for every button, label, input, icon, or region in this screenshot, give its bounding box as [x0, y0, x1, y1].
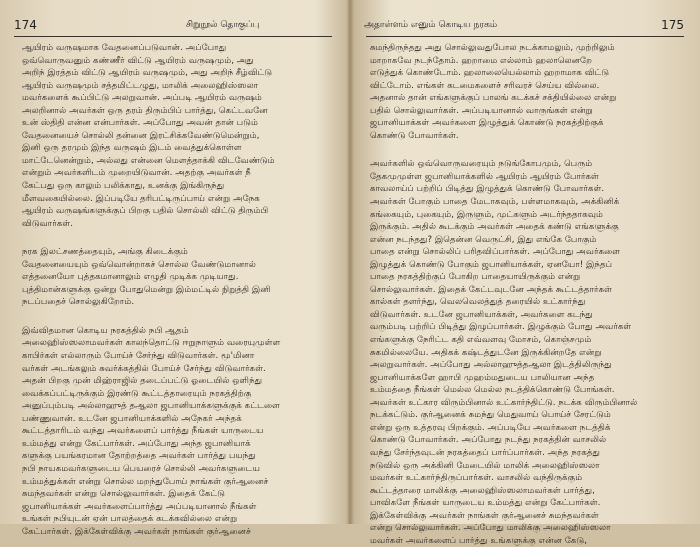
paragraph	[22, 42, 334, 230]
text-line: வேதனையைச் சொல்லி தன்னை இரட்சிக்கவேண்டுமென்றும்,	[22, 130, 260, 141]
text-line: இருக்கும். அதில் கூடக்கும் அவர்கள் அதைக் கண்டு எங்களுக்கு	[370, 222, 619, 233]
text-line: எத்தனையோ புத்தகமானாலும் எழுதி முடிக்க முடியாது.	[22, 272, 239, 283]
paragraph-gap	[22, 309, 334, 325]
text-line: கொண்டு போவார்கள். அப்போது நடந்து நரகத்தின் வாசலில்	[370, 435, 607, 446]
text-line: கேட்பார்கள். இக்கேள்விக்கு அவர்கள் நாங்கள் குர்ஆனைச்	[22, 526, 251, 537]
text-line: மாறாகவே நடந்தோம். ஹறாமை எல்லாம் ஹலாலெனறே	[370, 55, 593, 66]
text-line: உம்மத்து என்று கேட்பார்கள். அப்போது அந்த ஜபானியாக்	[22, 438, 251, 449]
text-line: அறிந் இரத்தம் விட்டு ஆயிரம் வருஷமும், அது அறிந் சீழ்விட்டு	[22, 68, 273, 79]
text-line: பண்ணுவான். உடனே ஜபானியாக்களில் அநேகர் அந்தக்	[22, 413, 242, 424]
text-line: தேகமுமுள்ள ஜபானியாக்களில் ஆயிரம் ஆயிரம் போர்கள்	[370, 171, 599, 182]
text-line: ஆயிரம் வருஷமாக வேதனைப்படுவான். அப்போது	[22, 43, 227, 53]
text-line: உன் ஸ்திதி என்ன என்பார்கள். அப்போது அவன் தான் படும்	[22, 118, 258, 129]
text-line: சுகமில்லையே. அதிகக் கஷ்டத்துடனே இருக்கின்றதே என்று	[370, 347, 602, 358]
text-line: அலறினால் அவர்கள் ஒரு தரம் திரும்பிப் பார்த்து, கெட்டவனே	[22, 105, 268, 116]
left-page-header	[14, 18, 334, 36]
text-line: ஆயிரம் வருஷங்களுக்குப் பிறகு பதில் சொல்லி விட்டு திரும்பி	[22, 206, 269, 217]
text-line: வேதனையையும் ஒவ்வொன்றாகச் சொல்ல வேண்டுமானால்	[22, 259, 256, 270]
text-line: விடுவார்கள்.	[22, 218, 73, 229]
text-line: நடப்பதைச் சொல்லுகிறோம்.	[22, 297, 135, 308]
text-line: அவர்கள் உட்கார விரும்பினால் உட்கார்ந்திட்டு. நடக்க விரும்பினால்	[370, 397, 638, 408]
text-line: அவர்களில் ஒவ்வொருவரையும் நடுங்கோபமும், பெரும்	[370, 159, 593, 170]
text-line: நரக இலட்சணத்தையும், அங்கு கிடைக்கும்	[22, 247, 188, 258]
text-line: இக்கேள்விக்கு அவர்கள் நாங்கள் குர்ஆனைச் சுமந்தவர்கள்	[370, 510, 599, 521]
text-line: மீளவகையில்லை. இப்படியே தரிபட்டிருப்பாய் என்று அநேக	[22, 193, 260, 204]
text-line: கொண்டு போவார்கள்.	[370, 130, 459, 141]
text-line: சுமந்தவர்கள் என்று சொல்லுவார்கள். இதைக் கேட்டு	[22, 489, 226, 500]
text-line: விடுவார்கள். உடனே ஜபானியாக்கள், அவர்களை கடந்து	[370, 309, 593, 320]
text-line: அனுப்பும்படி அல்லாஹுத் தஆலா ஜபானியாக்களுக்குக் கட்டளை	[22, 401, 280, 412]
text-line: ஜபானியாக்கள் அவர்களை இழுத்துக் கொண்டு நரகத்திற்குக்	[370, 118, 604, 129]
text-line: புத்திமான்களுக்கு ஒன்று போதுமென்று இம்மட்டில் நிறுத்தி இனி	[22, 284, 271, 295]
text-line: சுமந்திருந்தது அது சொல்லுவதுபோல நடக்காமலும், முற்றிலும்	[370, 43, 615, 53]
text-line: கூட்டத்தாரிடம் வந்து அவர்களைப் பார்த்து நீங்கள் யாருடைய	[22, 426, 264, 437]
text-line: சொல்லுவார்கள். இதைக் கேட்டவுடனே அந்தக் கூட்டத்தார்கள்	[370, 284, 612, 295]
right-header-rule	[366, 36, 684, 37]
text-line: ஆயிரம் வருஷமும் சத்தமிட்டழுது, மாலிக் அலைஹிஸ்ஸலா	[22, 80, 259, 91]
text-line: உம்மத்துக்கள் என்று சொல்ல மறந்துபோய் நாங்கள் குர்ஆனைச்	[22, 476, 269, 487]
text-line: ஜபானியாக்கள் அவர்களைப்பார்த்து அப்படியானால் நீங்கள்	[22, 501, 257, 512]
text-line: மாட்டேனென்றும், அல்லது என்னை மௌத்தாக்கி விடவேண்டும்	[22, 155, 275, 166]
text-line: ஒவ்வொருவனும் கண்ணீர் விட்டு ஆயிரம் வருஷமும், அது	[22, 55, 254, 66]
right-page-number: 175	[661, 18, 684, 32]
text-line: நபி நாயகமவர்களுடைய பெயரைச் சொல்லி அவர்களுடைய	[22, 463, 260, 474]
text-line: பாவிகளே நீங்கள் யாருடைய உம்மத்து என்று கேட்பார்கள்.	[370, 498, 601, 509]
left-page-number: 174	[14, 18, 37, 32]
text-line: கால்கள் தளர்ந்து, வெலவெலத்துத் தரையில் உட்கார்ந்து	[370, 297, 586, 308]
text-line: அலறுவார்கள். அப்போது அல்லாஹுத்தஆலா இடத்திலிருந்து	[370, 360, 612, 371]
text-line: எடுத்துக் கொண்டோம். ஹலாலையெல்லாம் ஹறாமாக விட்டு	[370, 68, 610, 79]
text-line: பதில் சொல்லுவார்கள். அப்படியானால் வாருங்கள் என்று	[370, 105, 593, 116]
text-line: அலைஹிஸ்ஸலாமவர்கள் காலந்தொட்டு ஈறுநாளும் வரையுமுள்ள	[22, 338, 281, 349]
text-line: வர்கள் அடங்கலும் சுவர்க்கத்தில் போய்ச் சேர்ந்து விடுவார்கள்.	[22, 363, 266, 374]
right-page-header	[364, 18, 684, 36]
text-line: வரும்படி பற்றிப் பிடித்து இழுப்பார்கள். இழுக்கும் போது அவர்கள்	[370, 322, 632, 333]
text-line: நடுவில் ஒரு அக்கினி மேடையில் மாலிக் அலைஹிஸ்ஸலா	[370, 460, 600, 471]
text-line: என்று சொல்லுவார்கள். அப்போது மாலிக்கு அலைஹிஸ்ஸலா	[370, 523, 611, 534]
paragraph	[370, 42, 686, 142]
paragraph	[22, 325, 334, 538]
text-line: மவர்களைக் கூப்பிட்டு அலறுவான். அப்படி ஆயிரம் வருஷம்	[22, 93, 262, 104]
paragraph-gap	[370, 142, 686, 158]
text-line: வைக்கப்பட்டிருக்கும் இரண்டு கூட்டத்தாரையும் நரகத்திற்கு	[22, 388, 252, 399]
text-line: களுக்கு பயங்கரமான தோற்றத்தை அவர்கள் பார்த்து பயந்து	[22, 451, 256, 462]
paragraph-gap	[22, 230, 334, 246]
text-line: அதன் பிறகு முன் மிஹ்ராஜில் தடைப்பட்டு ஓடையில் ஒளிந்து	[22, 376, 263, 387]
left-running-title: சிறுநூல் தொகுப்பு	[186, 20, 260, 30]
left-header-rule	[14, 36, 332, 37]
text-line: கேட்பது ஒரு காலும் பலிக்காது, உனக்கு இங்கிருந்து	[22, 181, 225, 192]
text-line: உங்கள் நபியுடன் ஏன் பாலத்தைக் கடக்கவில்லை என்று	[22, 514, 238, 525]
text-line: என்றும் அவர்களிடம் முறையிடுவான். அதற்கு அவர்கள் நீ	[22, 168, 251, 179]
text-line: ஜபானியாக்களே ஹாபி முஹம்மதுடைய பாலியான அந்த	[370, 372, 595, 383]
right-page-body	[370, 42, 686, 547]
text-line: அதனால் தான் எங்களுக்குப் பாலங் கடக்கச் சக்தியில்லை என்று	[370, 93, 617, 104]
text-line: நடக்கட்டும். குர்ஆனைக் சுமந்து மெதுவாய் பொய்ச் சேரட்டும்	[370, 410, 611, 421]
paragraph	[22, 246, 334, 309]
paragraph	[370, 158, 686, 547]
text-line: பாதை என்று சொல்லிப் பரிதவிப்பார்கள். அப்போது அவர்களை	[370, 247, 621, 258]
text-line: என்று ஒரு உத்தரவு பிறக்கும். அப்படியே அவர்களை நடத்திக்	[370, 422, 611, 433]
text-line: இனி ஒரு தரமும் இந்த வருஷம் இடம் வைத்துக்கொள்ள	[22, 143, 242, 154]
text-line: கூட்டத்தாரை மாலிக்கு அலைஹிஸ்ஸலாமவர்கள் பார்த்து,	[370, 485, 595, 496]
text-line: அவர்கள் போகும் பாதை மேடாகவும், பள்ளமாகவும், அக்கினிக்	[370, 197, 620, 208]
text-line: பாதை நரகத்திற்குப் போகிற பாதையாயிருக்கும் என்று	[370, 272, 581, 283]
right-page	[350, 0, 700, 546]
left-page-body	[22, 42, 334, 538]
text-line: கங்கையும், புகையும், இருளும், முட்களும் அடர்ந்ததாகவும்	[370, 209, 603, 220]
text-line: உம்மத்தை நீங்கள் மெல்ல மெல்ல நடத்திக்கொண்டு போங்கள்.	[370, 385, 615, 396]
left-page	[0, 0, 350, 537]
text-line: என்ன நடந்தது? இதென்ன வெருட்சி, இது எங்கே போகும்	[370, 234, 597, 245]
text-line: காவலாய்ப் பற்றிப் பிடித்து இழுத்துக் கொண்டு போவார்கள்.	[370, 184, 605, 195]
text-line: மவர்கள் அவர்களைப் பார்த்து உங்களுக்கு என்ன கேடு,	[370, 535, 587, 546]
text-line: காபிர்கள் எல்லாரும் போய்ச் சேர்ந்து விடுவார்கள். மூ'மினா	[22, 351, 255, 362]
text-line: மவர்கள் உட்கார்ந்திருப்பார்கள். வாசலில் வந்திருக்கும்	[370, 473, 583, 484]
text-line: வந்து சேர்ந்தவுடன் நரகத்தைப் பார்ப்பார்கள். அந்த நரகத்து	[370, 447, 601, 458]
text-line: எங்களுக்கு நேரிட்ட கதி எவ்வளவு மோசம், கொஞ்சமும்	[370, 335, 592, 346]
right-running-title: அதாள்ளம் எனும் கொடிய நரகம்	[364, 20, 498, 30]
text-line: இழுத்துக் கொண்டு போகும் ஜபானியாக்கள், ஏனயோ! இந்தப்	[370, 259, 613, 270]
text-line: விட்டோம். எங்கள் கடமைகளைச் சரிவரச் செய்ய வில்லை.	[370, 80, 600, 91]
text-line: இவ்விதமான கொடிய நரகத்தில் நபி ஆதம்	[22, 325, 189, 336]
